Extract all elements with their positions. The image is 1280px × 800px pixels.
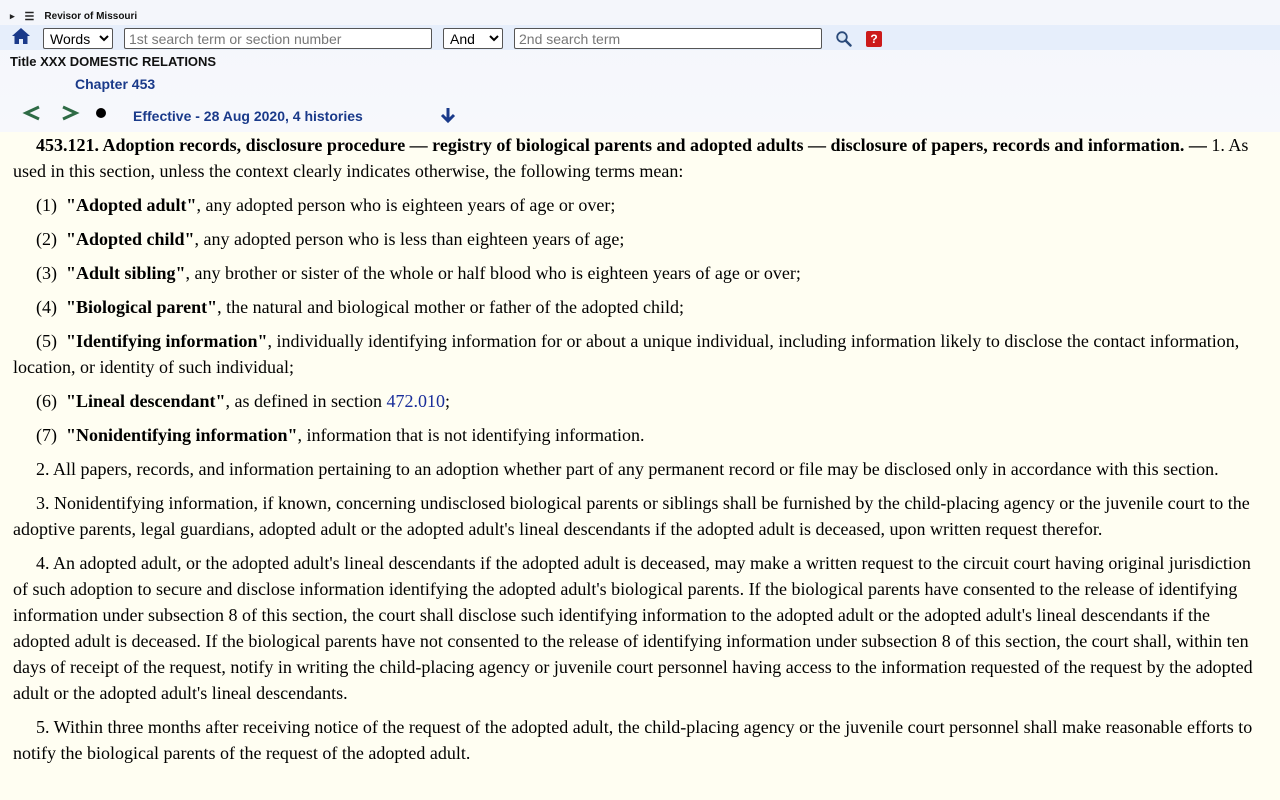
definition-text: , any adopted person who is eighteen years of age or over;	[196, 195, 616, 215]
statute-content	[0, 132, 1280, 800]
subsection-text: 5. Within three months after receiving notice of the request of the adopted adult, the child-placing agency or the juvenile court personnel shall make reasonable efforts to notify the biological parents of the request of the adopted adult.	[13, 717, 1253, 763]
breadcrumb-title[interactable]: Title XXX DOMESTIC RELATIONS	[10, 54, 217, 69]
current-section-dot[interactable]	[96, 108, 106, 118]
effective-histories-link[interactable]: Effective - 28 Aug 2020, 4 histories	[133, 108, 363, 124]
chevron-right-icon[interactable]	[60, 100, 80, 126]
chevron-left-icon[interactable]	[22, 100, 42, 126]
search-operator-select[interactable]	[443, 28, 503, 49]
search-mode-select[interactable]	[43, 28, 113, 49]
subsection-text: 3. Nonidentifying information, if known, concerning undisclosed biological parents or siblings shall be furnished by the child-placing agency or the juvenile court to the adoptive parents, legal guardians, adopted adult or the adopted adult's lineal descendants if the adopted adult is deceased, upon written request therefor.	[13, 493, 1250, 539]
definition-item	[0, 192, 1280, 218]
section-nav	[0, 100, 1280, 128]
definition-item	[0, 226, 1280, 252]
definition-term: "Adult sibling"	[66, 263, 186, 283]
second-search-input[interactable]	[514, 28, 822, 49]
subsection-paragraph	[0, 714, 1280, 766]
definition-text: , any brother or sister of the whole or half blood who is eighteen years of age or over;	[185, 263, 801, 283]
definition-number: (7)	[36, 425, 57, 445]
home-icon[interactable]	[11, 26, 31, 46]
definition-item	[0, 260, 1280, 286]
help-icon[interactable]: ?	[866, 31, 882, 47]
definition-number: (6)	[36, 391, 57, 411]
site-header	[10, 9, 137, 23]
definition-term: "Biological parent"	[66, 297, 218, 317]
menu-icon[interactable]: ☰	[24, 10, 35, 23]
definition-number: (2)	[36, 229, 57, 249]
definition-item	[0, 294, 1280, 320]
definition-term: "Nonidentifying information"	[66, 425, 298, 445]
definition-item	[0, 328, 1280, 380]
subsection-text: 2. All papers, records, and information pertaining to an adoption whether part of any permanent record or file may be disclosed only in accordance with this section.	[36, 459, 1219, 479]
site-title[interactable]: Revisor of Missouri	[44, 10, 138, 22]
definition-number: (5)	[36, 331, 57, 351]
subsection-paragraph	[0, 456, 1280, 482]
subsection-text: 4. An adopted adult, or the adopted adult's lineal descendants if the adopted adult is deceased, may make a written request to the circuit court having original jurisdiction of such adoption to secure and disclose information identifying the adopted adult's biological parents. If the biological parents have consented to the release of identifying information under subsection 8 of this section, the court shall disclose such identifying information to the adopted adult or the adopted adult's lineal descendants if the adopted adult is deceased. If the biological parents have not consented to the release of identifying information under subsection 8 of this section, the court shall, within ten days of receipt of the request, notify in writing the child-placing agency or juvenile court personnel having access to the information requested of the request by the adopted adult or the adopted adult's lineal descendants.	[13, 553, 1253, 703]
definition-term: "Adopted child"	[66, 229, 195, 249]
definition-text: , any adopted person who is less than eighteen years of age;	[194, 229, 625, 249]
definition-term: "Adopted adult"	[66, 195, 197, 215]
definition-text: , individually identifying information for or about a unique individual, including information likely to disclose the contact information, location, or identity of such individual;	[13, 331, 1240, 377]
subsection-paragraph	[0, 550, 1280, 706]
subsection-paragraph	[0, 490, 1280, 542]
arrow-down-icon[interactable]	[439, 106, 457, 124]
definition-text: , information that is not identifying information.	[297, 425, 645, 445]
section-link[interactable]: 472.010	[386, 391, 445, 411]
section-heading: 453.121. Adoption records, disclosure procedure — registry of biological parents and adopted adults — disclosure of papers, records and information. —	[36, 135, 1207, 155]
breadcrumb-chapter[interactable]: Chapter 453	[75, 76, 156, 92]
definition-number: (3)	[36, 263, 57, 283]
definition-term: "Lineal descendant"	[66, 391, 226, 411]
definition-number: (1)	[36, 195, 57, 215]
section-heading-paragraph	[0, 132, 1280, 184]
definition-item	[0, 388, 1280, 414]
search-icon[interactable]	[835, 30, 852, 47]
definition-number: (4)	[36, 297, 57, 317]
definition-text: , as defined in section	[225, 391, 387, 411]
expand-icon[interactable]: ▸	[10, 10, 15, 21]
section-intro: 1. As used in this section, unless the context clearly indicates otherwise, the following terms mean:	[13, 135, 1249, 181]
definition-after: ;	[444, 391, 450, 411]
definition-item	[0, 422, 1280, 448]
definition-text: , the natural and biological mother or father of the adopted child;	[217, 297, 684, 317]
definition-term: "Identifying information"	[66, 331, 268, 351]
first-search-input[interactable]	[124, 28, 432, 49]
